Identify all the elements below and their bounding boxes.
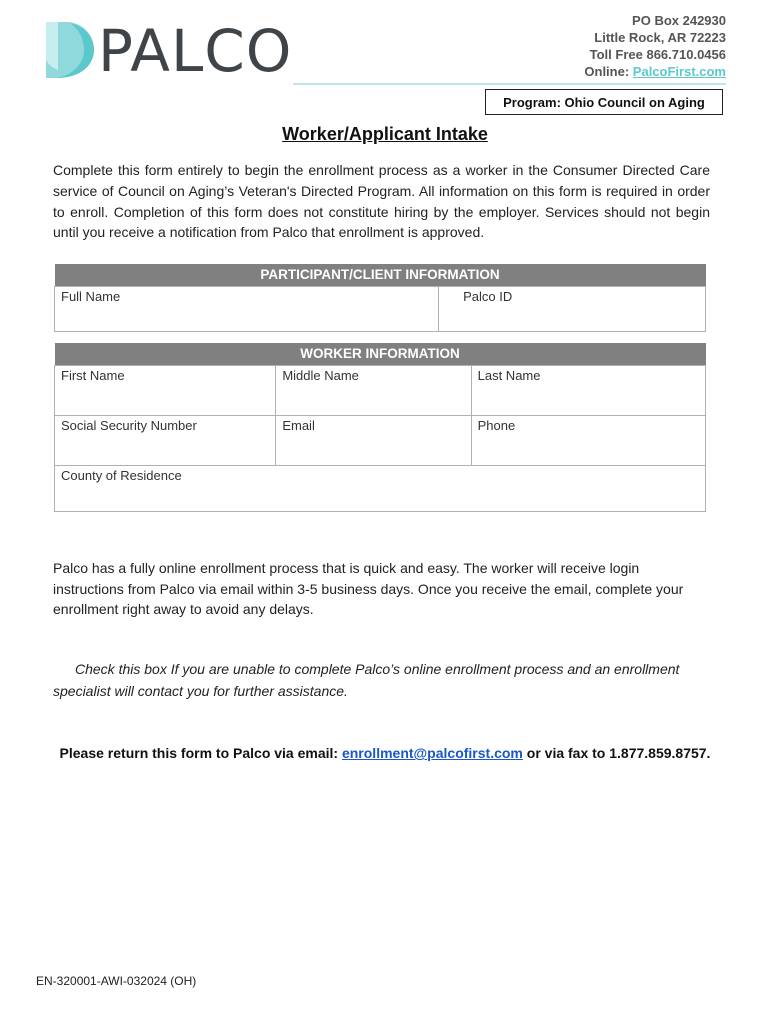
full-name-label: Full Name	[61, 289, 121, 304]
website-link[interactable]: PalcoFirst.com	[632, 64, 726, 79]
county-field[interactable]	[55, 466, 706, 512]
form-title: Worker/Applicant Intake	[282, 124, 488, 144]
palco-id-field[interactable]	[439, 287, 706, 332]
middle-name-label: Middle Name	[282, 368, 359, 383]
first-name-field[interactable]	[55, 366, 276, 416]
first-name-label: First Name	[61, 368, 125, 383]
last-name-label: Last Name	[477, 368, 541, 383]
intro-paragraph: Complete this form entirely to begin the enrollment process as a worker in the Consumer Directed Care service of Council on Aging’s Veteran's Directed Program. All information on this form is required in order to enroll. Completion of this form does not constitute hiring by the employer. Services should not begin until you receive a notification from Palco that enrollment is approved.	[53, 162, 710, 241]
email-field[interactable]	[276, 416, 471, 466]
last-name-field[interactable]	[471, 366, 705, 416]
toll-free-number: Toll Free 866.710.0456	[589, 47, 726, 62]
online-label: Online:	[584, 64, 630, 79]
program-box: Program: Ohio Council on Aging	[485, 89, 723, 115]
full-name-field[interactable]	[55, 287, 439, 332]
palco-id-label: Palco ID	[463, 289, 513, 304]
participant-section-heading: PARTICIPANT/CLIENT INFORMATION	[55, 264, 706, 287]
ssn-label: Social Security Number	[61, 418, 197, 433]
assistance-checkbox-row	[53, 658, 710, 702]
enrollment-email-link[interactable]: enrollment@palcofirst.com	[341, 745, 523, 761]
email-label: Email	[282, 418, 315, 433]
form-code: EN-320001-AWI-032024 (OH)	[36, 974, 197, 988]
online-enrollment-note: Palco has a fully online enrollment process that is quick and easy. The worker will receive login instructions from Palco via email within 3-5 business days. Once you receive the email, complete your enrollment right away to avoid any delays.	[53, 560, 684, 617]
header-divider	[293, 83, 726, 85]
palco-logo	[42, 17, 293, 85]
county-label: County of Residence	[61, 468, 182, 483]
return-suffix: or via fax to 1.877.859.8757.	[526, 745, 711, 761]
phone-label: Phone	[477, 418, 516, 433]
return-prefix: Please return this form to Palco via email:	[59, 745, 339, 761]
online-line	[584, 63, 726, 80]
address-line-2: Little Rock, AR 72223	[594, 30, 726, 45]
palco-logo-icon	[42, 18, 98, 82]
address-line-1: PO Box 242930	[632, 13, 726, 28]
return-instructions	[0, 745, 770, 761]
contact-block	[584, 12, 726, 80]
middle-name-field[interactable]	[276, 366, 471, 416]
logo-wordmark: PALCO	[98, 17, 293, 85]
assistance-checkbox-text: Check this box If you are unable to complete Palco’s online enrollment process and an enrollment specialist will contact you for further assistance.	[53, 661, 680, 699]
ssn-field[interactable]	[55, 416, 276, 466]
assistance-checkbox[interactable]	[53, 663, 65, 675]
participant-info-table	[54, 264, 706, 332]
worker-info-table	[54, 343, 706, 512]
phone-field[interactable]	[471, 416, 705, 466]
worker-section-heading: WORKER INFORMATION	[55, 343, 706, 366]
